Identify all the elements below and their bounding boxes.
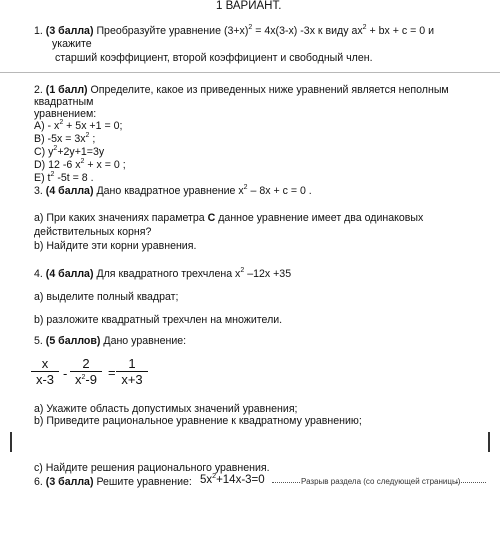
q6-points: (3 балла) [45,476,94,488]
q4-part-b: b) разложите квадратный трехчлен на множители. [34,314,283,326]
q2-option-b: B) $-5x = 3x^2$ ; [34,132,96,145]
q5-part-a: a) Укажите область допустимых значений уравнения; [34,403,298,415]
q2-option-d: D) 12 -6 $x^2 + x = 0$ ; [34,158,126,171]
q3-part-a-line1: a) При каких значениях параметра С данное уравнение имеет два одинаковых [34,212,424,224]
section-break-dots-left [272,482,300,483]
q2-line2: квадратным [34,96,94,108]
q4-part-a: a) выделите полный квадрат; [34,291,179,303]
q3-part-b: b) Найдите эти корни уравнения. [34,240,197,252]
q4-points: (4 балла) [45,268,94,280]
minus-sign: - [63,366,68,381]
q5-text: Дано уравнение: [103,335,187,347]
section-divider [0,72,500,73]
q1-eq: = 4x(3-x) -3x к виду ax [255,25,363,37]
q3-line1: 3. (4 балла) Дано квадратное уравнение $x^2 - 8x + c = 0$ . [34,184,312,197]
q4-tail: –12x +35 [247,268,292,280]
q6-equation: $5x^2+14x-3=0$ [200,473,265,486]
q6-line1 [34,476,192,488]
q3-tail: – 8x + c = 0 . [250,185,312,197]
q2-points: (1 балл) [45,84,88,96]
q4-number: 4. [34,268,43,280]
q5-part-b: b) Приведите рациональное уравнение к квадратному уравнению; [34,415,362,427]
q3-text: Дано квадратное уравнение x [96,185,244,197]
fraction-1: $\frac{x}{x-3}$ [31,357,59,387]
q1-line1 [34,25,434,37]
q3-number: 3. [34,185,43,197]
q2-number: 2. [34,84,43,96]
q5-part-c: c) Найдите решения рационального уравнения. [34,462,270,474]
q6-number: 6. [34,476,43,488]
q1-tail: + bx + c = 0 и [369,25,435,37]
q1-expr: (3+x) [223,25,249,37]
page-break-marker-left [10,432,12,452]
q2-line1 [34,84,449,96]
q1-number: 1. [34,25,43,37]
q4-line1: 4. (4 балла) Для квадратного трехчлена $x^2$ –12x +35 [34,267,292,280]
page-break-marker-right [488,432,490,452]
q1-exp1: 2 [248,24,253,31]
q1-line3: старший коэффициент, второй коэффициент и свободный член. [55,52,373,64]
q2-option-e: E) $t^2$ -5t = 8 . [34,171,94,184]
q2-line3: уравнением: [34,108,97,120]
section-break-dots-right [456,482,486,483]
q2-option-a: $A) - x^2 + 5x +1 = 0$; [34,119,123,132]
fraction-2: $\frac{2}{x^2-9}$ [70,357,102,387]
q1-points: (3 балла) [45,25,94,37]
page-title: 1 ВАРИАНТ. [216,0,282,12]
q5-line1 [34,335,186,347]
fraction-3: $\frac{1}{x+3}$ [116,357,148,387]
q5-number: 5. [34,335,43,347]
q1-exp2: 2 [362,24,367,31]
q3-points: (4 балла) [45,185,94,197]
q3-part-a-line2: действительных корня? [34,226,152,238]
q2-option-c: C) $y^2+2y+1=3y$ [34,145,105,158]
q1-line2: укажите [52,38,92,50]
q1-text: Преобразуйте уравнение [96,25,221,37]
section-break-label: Разрыв раздела (со следующей страницы) [301,477,461,486]
q2-text: Определите, какое из приведенных ниже уравнений является неполным [90,84,449,96]
equals-sign: = [108,365,116,380]
q5-points: (5 баллов) [45,335,101,347]
q4-text: Для квадратного трехчлена x [96,268,241,280]
q3-param: С [207,212,216,224]
q6-text: Решите уравнение: [96,476,192,488]
